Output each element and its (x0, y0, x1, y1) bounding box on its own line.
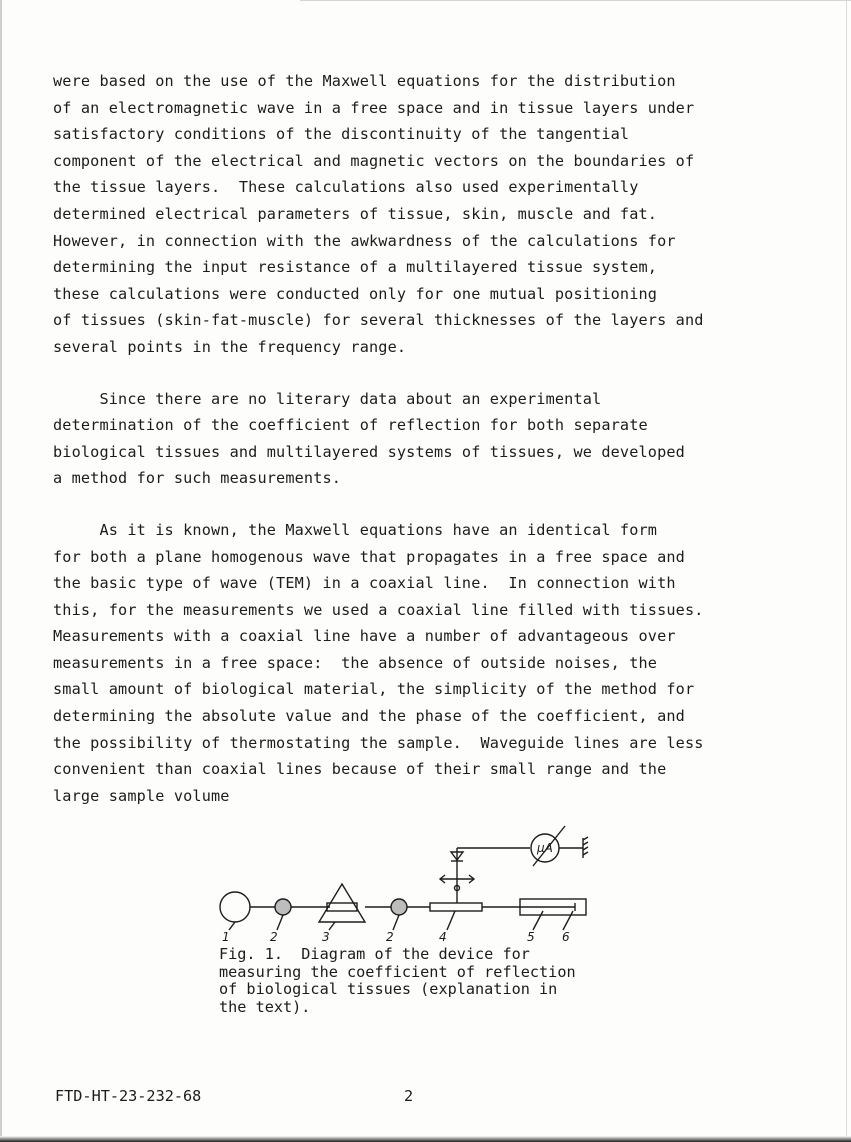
part-label: 5 (527, 930, 535, 944)
leader-line (533, 911, 543, 930)
leader-line (329, 922, 335, 930)
text-line: large sample volume (53, 786, 230, 805)
part-label: 3 (322, 930, 330, 944)
text-line: measurements in a free space: the absence of outside noises, the (53, 653, 658, 672)
text-line: for both a plane homogenous wave that propagates in a free space and (53, 547, 685, 566)
generator-symbol (220, 892, 250, 922)
text-line: were based on the use of the Maxwell equations for the distribution (53, 72, 676, 90)
meter-label: μA (537, 841, 553, 855)
leader-line (393, 915, 399, 930)
ground-hatch (583, 847, 588, 850)
paragraph-3 (53, 517, 773, 810)
page-right-edge (846, 0, 847, 1142)
ground-hatch (583, 852, 588, 855)
figure-caption (219, 946, 639, 1016)
leader-line (447, 911, 455, 930)
leader-line (229, 922, 235, 930)
part-label: 2 (386, 930, 394, 944)
paragraph-gap (53, 492, 773, 517)
text-line: However, in connection with the awkwardness of the calculations for (53, 231, 676, 250)
text-line: of tissues (skin-fat-muscle) for several thicknesses of the layers and (53, 311, 704, 330)
text-line: the possibility of thermostating the sample. Waveguide lines are less (53, 733, 704, 752)
text-line: Measurements with a coaxial line have a number of advantageous over (53, 627, 676, 646)
part-label: 4 (439, 930, 447, 944)
text-line: convenient than coaxial lines because of their small range and the (53, 760, 667, 779)
text-line: biological tissues and multilayered systems of tissues, we developed (53, 442, 685, 461)
paragraph-2 (53, 386, 773, 492)
page-left-edge (0, 0, 2, 1142)
measuring-line-symbol (430, 903, 482, 911)
triangle-inner-rect (327, 903, 357, 911)
document-id: FTD-HT-23-232-68 (55, 1087, 202, 1105)
paragraph-gap (53, 361, 773, 386)
attenuator-symbol (275, 899, 291, 915)
body-text (53, 68, 773, 809)
caption-line: Fig. 1. Diagram of the device for (219, 945, 530, 963)
page-top-edge (300, 0, 851, 1)
leader-line (277, 915, 283, 930)
text-line: a method for such measurements. (53, 469, 342, 488)
page-bottom-shadow (0, 1136, 851, 1142)
text-line: determining the absolute value and the phase of the coefficient, and (53, 707, 685, 726)
ground-hatch (583, 842, 588, 845)
paragraph-1 (53, 68, 773, 361)
page-number: 2 (404, 1087, 414, 1105)
text-line: of an electromagnetic wave in a free space and in tissue layers under (53, 98, 695, 117)
part-label: 1 (222, 930, 230, 944)
attenuator-symbol (391, 899, 407, 915)
caption-line: measuring the coefficient of reflection (219, 962, 576, 981)
text-line: Since there are no literary data about an experimental (53, 389, 602, 408)
caption-line: the text). (219, 997, 311, 1016)
text-line: determining the input resistance of a multilayered tissue system, (53, 258, 658, 277)
caption-line: of biological tissues (explanation in (219, 980, 558, 998)
device-diagram-drawing (215, 820, 605, 950)
text-line: determined electrical parameters of tissue, skin, muscle and fat. (53, 204, 658, 223)
text-line: the tissue layers. These calculations also used experimentally (53, 178, 639, 197)
text-line: satisfactory conditions of the discontinuity of the tangential (53, 125, 630, 144)
part-label: 2 (270, 930, 278, 944)
text-line: component of the electrical and magnetic vectors on the boundaries of (53, 151, 695, 170)
part-label: 6 (562, 930, 570, 944)
text-line: determination of the coefficient of reflection for both separate (53, 416, 648, 435)
text-line: As it is known, the Maxwell equations have an identical form (53, 520, 658, 539)
text-line: these calculations were conducted only for one mutual positioning (53, 284, 658, 303)
text-line: this, for the measurements we used a coaxial line filled with tissues. (53, 600, 704, 619)
text-line: the basic type of wave (TEM) in a coaxial line. In connection with (53, 574, 676, 593)
ground-hatch (583, 837, 588, 840)
leader-line (563, 911, 573, 930)
text-line: several points in the frequency range. (53, 337, 407, 356)
text-line: small amount of biological material, the simplicity of the method for (53, 680, 695, 699)
